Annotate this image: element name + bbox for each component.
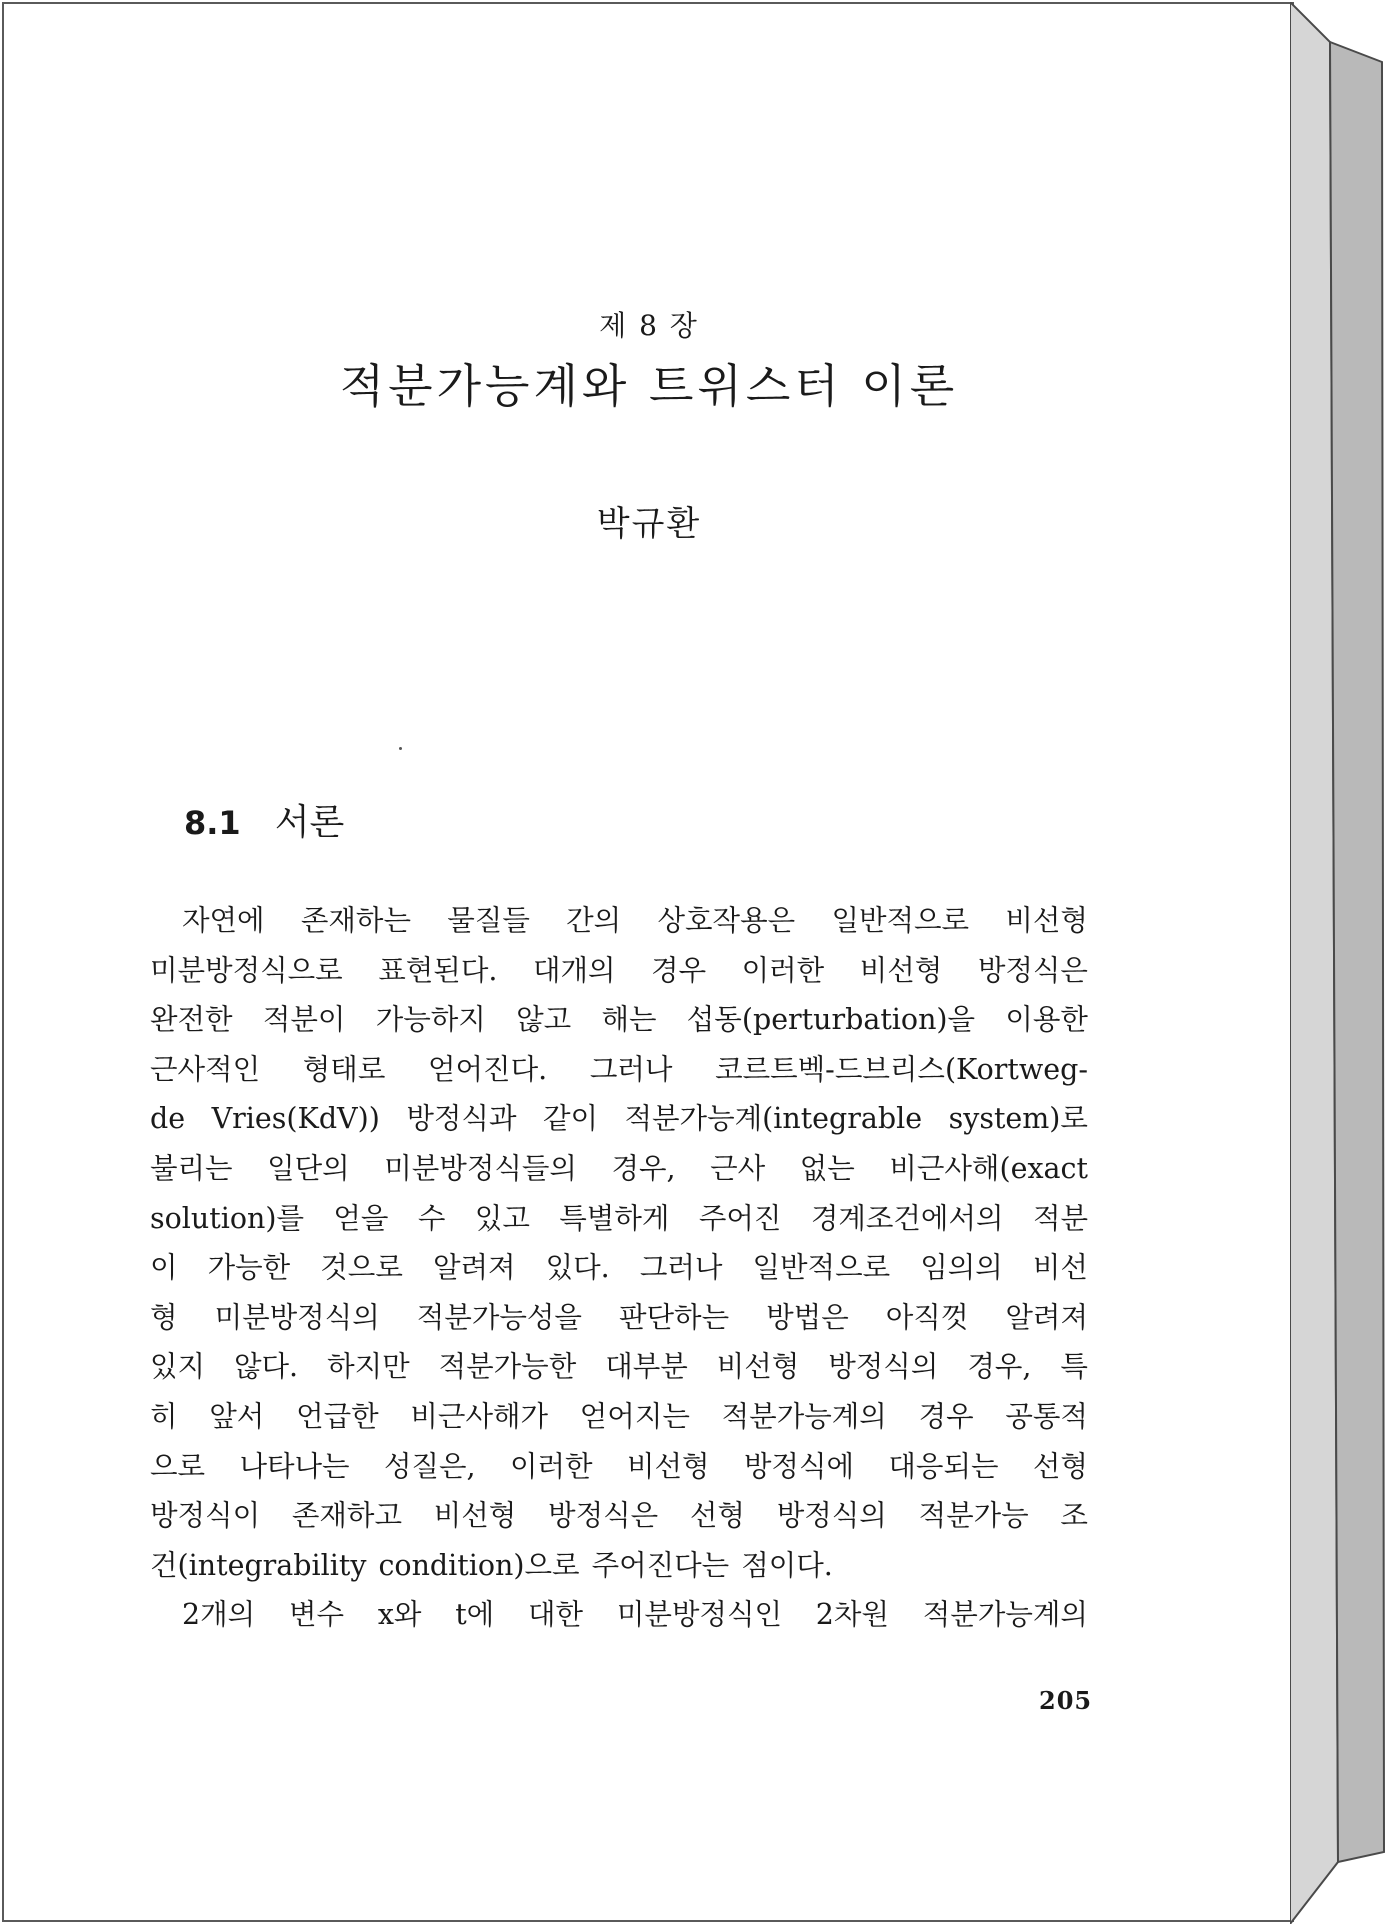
word: 일단의 [267, 1151, 350, 1185]
word: x와 [377, 1598, 422, 1632]
word: 방정식에 [743, 1449, 855, 1483]
word: 가능한 [207, 1251, 291, 1285]
word: 적분이 [262, 1003, 346, 1037]
word: 그러나 [589, 1052, 673, 1086]
word: 적분가능계의 [721, 1399, 887, 1433]
word: 않다. [234, 1350, 299, 1384]
word: 2차원 [815, 1598, 889, 1632]
word: 건(integrability [150, 1548, 367, 1582]
word: 방정식은 [548, 1499, 659, 1533]
word: 2개의 [182, 1598, 256, 1632]
word: 미분방정식으로 [150, 953, 343, 987]
word: 일반적으로 [831, 904, 970, 937]
word: 그러나 [639, 1251, 723, 1285]
paragraph-line [150, 1442, 1088, 1492]
word: 경우 [651, 953, 707, 987]
word: 수 [417, 1201, 446, 1235]
page-number: 205 [1039, 1686, 1093, 1715]
word: 미분방정식인 [616, 1598, 783, 1632]
word: 있고 [474, 1201, 530, 1235]
paragraph-line [150, 1293, 1088, 1343]
paragraph-line [150, 946, 1088, 996]
word: t에 [455, 1598, 495, 1632]
section-heading [184, 794, 344, 845]
word: de [150, 1102, 186, 1136]
word: 근사적인 [150, 1052, 261, 1086]
word: 비선 [1032, 1251, 1088, 1285]
word: 것으로 [320, 1251, 403, 1285]
word: 이러한 [741, 953, 825, 987]
word: 적분가능계(integrable [624, 1102, 923, 1136]
word: 방정식의 [828, 1350, 939, 1384]
word: 얻을 [333, 1201, 389, 1235]
word: 가능하지 [375, 1003, 486, 1037]
word: 경우, [967, 1350, 1032, 1384]
word: 미분방정식의 [214, 1300, 380, 1334]
word: solution)를 [150, 1201, 304, 1235]
word: 비선형 [626, 1449, 710, 1483]
word: 이 [150, 1251, 178, 1285]
word: 으로 [150, 1449, 206, 1483]
word: 이러한 [509, 1449, 593, 1483]
word: 특별하게 [559, 1201, 670, 1235]
word: 공통적 [1005, 1399, 1088, 1433]
word: 비근사해가 [410, 1399, 549, 1433]
word: 변수 [288, 1598, 345, 1632]
word: 하지만 [327, 1350, 410, 1384]
paragraph-line [150, 1541, 1088, 1591]
word: 적분가능성을 [416, 1300, 582, 1334]
word: 비선형 [433, 1499, 517, 1533]
word: 앞서 [209, 1399, 265, 1433]
paragraph-line [150, 1342, 1088, 1392]
word: 근사 [710, 1151, 766, 1185]
word: 조 [1060, 1499, 1088, 1533]
word: 적분가능계의 [922, 1598, 1088, 1632]
word: 존재하고 [291, 1499, 402, 1533]
word: 경우, [611, 1151, 676, 1185]
word: 형태로 [302, 1052, 386, 1086]
word: Vries(KdV)) [211, 1102, 380, 1136]
word: 얻어진다. [428, 1052, 548, 1086]
word: 않고 [516, 1003, 572, 1037]
word: 알려져 [432, 1251, 516, 1285]
body-paragraph [150, 896, 1088, 1640]
word: 대부분 [605, 1350, 688, 1384]
paragraph-line [150, 896, 1088, 946]
word: 비선형 [1005, 904, 1088, 937]
word: 적분가능한 [438, 1350, 577, 1384]
word: 알려져 [1005, 1300, 1088, 1334]
paragraph-line [150, 1243, 1088, 1293]
word: 형 [150, 1300, 178, 1334]
word: 있다. [545, 1251, 610, 1285]
word: 일반적으로 [752, 1251, 891, 1285]
word: 방정식의 [776, 1499, 887, 1533]
word: condition)으로 [378, 1548, 580, 1582]
word: 경계조건에서의 [810, 1201, 1004, 1235]
word: 방정식이 [150, 1499, 261, 1533]
author-name: 박규환 [596, 504, 702, 544]
paragraph-line [150, 1194, 1088, 1244]
word: 방정식은 [977, 953, 1088, 987]
word: 대응되는 [888, 1449, 999, 1483]
word: 해는 [601, 1003, 657, 1037]
word: 적분가능 [918, 1499, 1029, 1533]
word: 방법은 [766, 1300, 849, 1334]
word: 주어진 [698, 1201, 782, 1235]
word: 판단하는 [619, 1300, 730, 1334]
word: 이용한 [1005, 1003, 1088, 1037]
word: 선형 [1032, 1449, 1088, 1483]
word: 나타나는 [239, 1449, 350, 1483]
word: 방정식과 [406, 1102, 517, 1136]
word: 있지 [150, 1350, 206, 1384]
word: 표현된다. [378, 953, 498, 987]
word: 비근사해(exact [889, 1151, 1088, 1185]
word: 대한 [527, 1598, 584, 1632]
word: 섭동(perturbation)을 [686, 1003, 976, 1037]
word: 대개의 [532, 953, 616, 987]
paragraph-line [150, 1045, 1088, 1095]
word: 불리는 [150, 1151, 233, 1185]
word: 얻어지는 [579, 1399, 690, 1433]
word: system)로 [948, 1102, 1088, 1136]
word: 비선형 [859, 953, 943, 987]
word: 히 [150, 1399, 178, 1433]
paragraph-line [150, 1392, 1088, 1442]
section-title: 서론 [274, 802, 345, 843]
word: 성질은, [383, 1449, 476, 1483]
paragraph-line [150, 1491, 1088, 1541]
word: 코르트벡-드브리스(Kortweg- [715, 1052, 1088, 1086]
word: 점이다. [741, 1548, 833, 1582]
print-speck [399, 747, 402, 750]
word: 선형 [689, 1499, 745, 1533]
word: 같이 [542, 1102, 599, 1136]
word: 존재하는 [300, 904, 411, 937]
word: 특 [1060, 1350, 1088, 1384]
section-number: 8.1 [184, 804, 241, 842]
book-page [2, 2, 1294, 1922]
word: 완전한 [150, 1003, 233, 1037]
paragraph-line [150, 1094, 1088, 1144]
word: 적분 [1032, 1201, 1088, 1235]
word: 아직껏 [885, 1300, 969, 1334]
chapter-label: 제 8 장 [599, 309, 699, 342]
book-thickness-edge [1290, 2, 1386, 1924]
word: 임의의 [920, 1251, 1003, 1285]
word: 미분방정식들의 [384, 1151, 577, 1185]
word: 상호작용은 [657, 904, 796, 937]
word: 자연에 [182, 904, 265, 937]
word: 언급한 [296, 1399, 379, 1433]
chapter-title: 적분가능계와 트위스터 이론 [339, 359, 959, 413]
word: 주어진다는 [591, 1548, 730, 1582]
word: 없는 [799, 1151, 855, 1185]
paragraph-line [150, 995, 1088, 1045]
word: 간의 [566, 904, 622, 937]
paragraph-line [150, 1590, 1088, 1640]
word: 물질들 [447, 904, 530, 937]
paragraph-line [150, 1144, 1088, 1194]
word: 경우 [918, 1399, 974, 1433]
word: 비선형 [716, 1350, 800, 1384]
